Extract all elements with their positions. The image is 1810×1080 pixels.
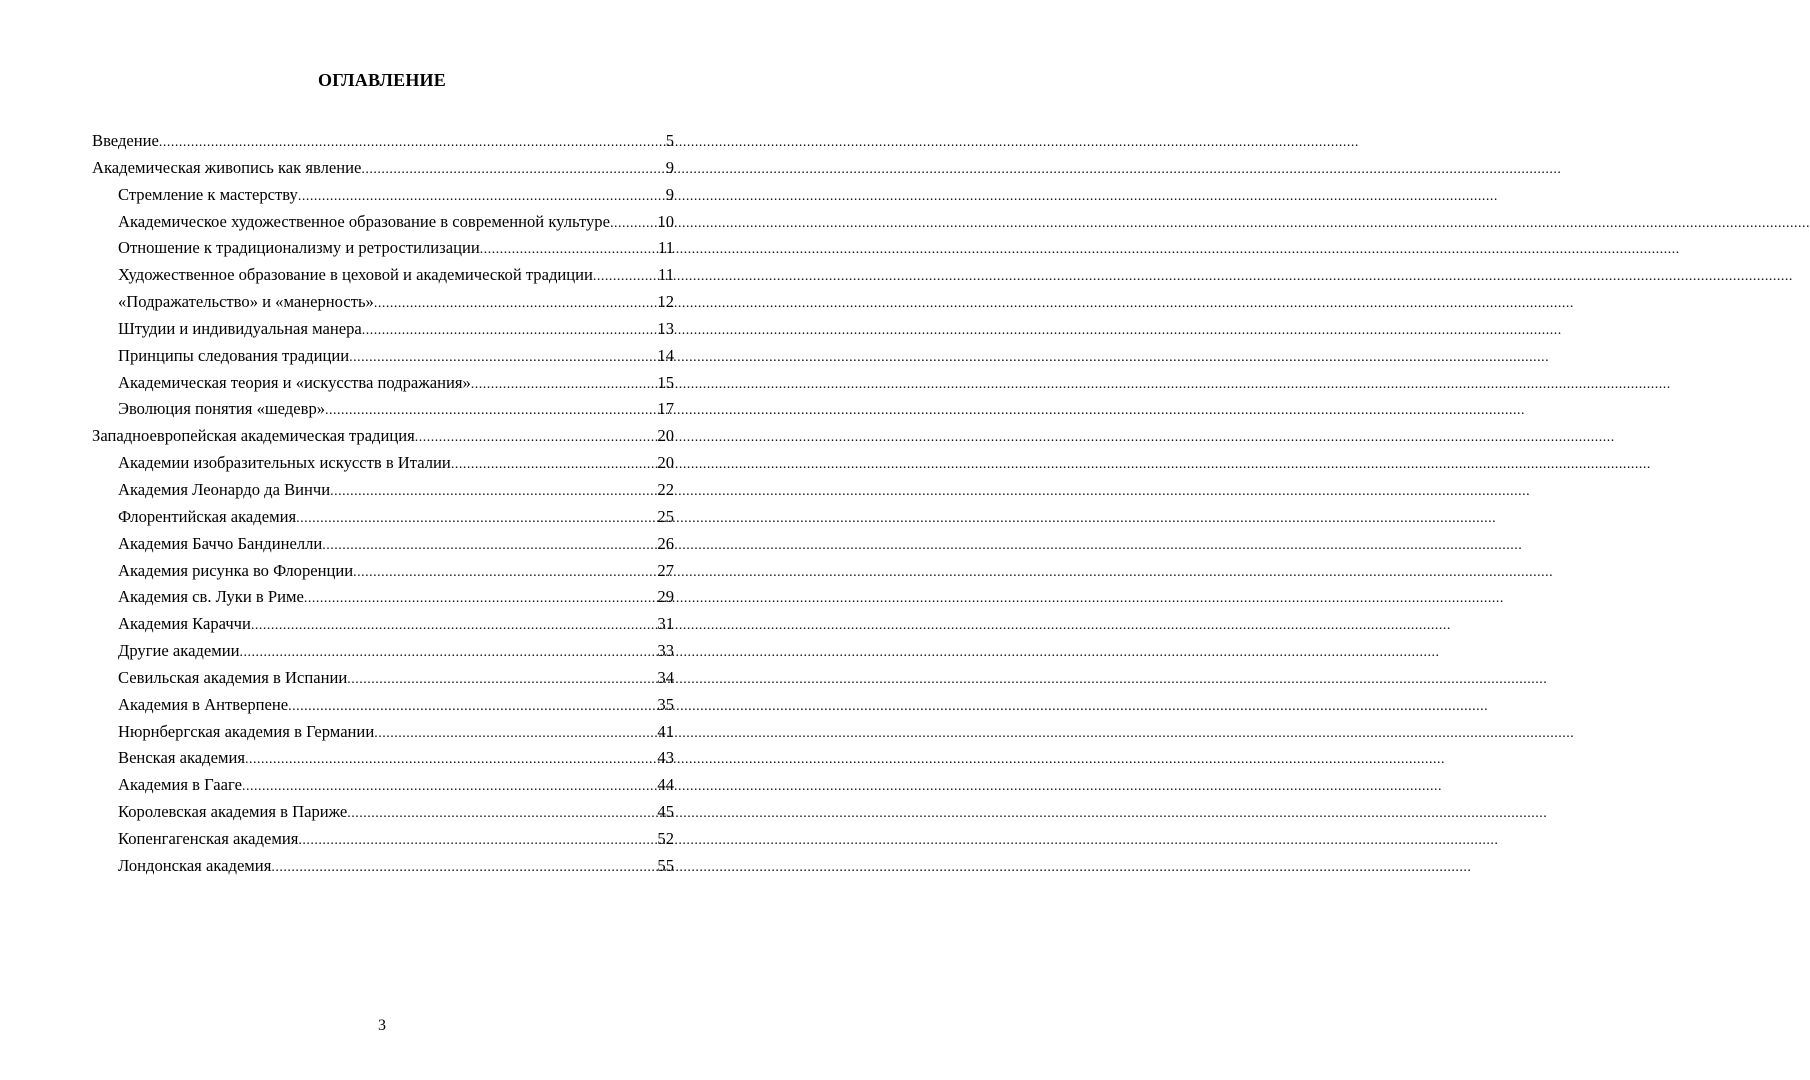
toc-entry-label: Венская академия (118, 748, 245, 768)
toc-dot-leader (361, 157, 665, 184)
toc-entry[interactable] (92, 531, 674, 558)
toc-dot-leader (240, 640, 658, 667)
toc-entry-page: 9 (665, 184, 674, 204)
toc-entry-page: 15 (657, 372, 674, 392)
toc-entry-label: Академии изобразительных искусств в Италии (118, 453, 451, 473)
toc-entry-page: 20 (657, 426, 674, 446)
toc-entry-page: 11 (658, 265, 674, 285)
toc-entry[interactable] (92, 719, 674, 746)
toc-entry-label: Штудии и индивидуальная манера (118, 318, 362, 338)
toc-entry-page: 26 (657, 533, 674, 553)
toc-entry-label: «Подражательство» и «манерность» (118, 292, 374, 312)
toc-entry-label: Академия в Гааге (118, 775, 242, 795)
toc-dot-leader (296, 506, 657, 533)
toc-entry-label: Другие академии (118, 641, 240, 661)
toc-dot-leader (374, 721, 657, 748)
toc-dot-leader (159, 130, 666, 157)
toc-entry-label: Королевская академия в Париже (118, 802, 348, 822)
toc-entry-page: 35 (657, 694, 674, 714)
toc-entry-label: Академия св. Луки в Риме (118, 587, 304, 607)
toc-entry[interactable] (92, 343, 674, 370)
toc-entry[interactable] (92, 423, 674, 450)
toc-entry[interactable] (92, 262, 674, 289)
toc-entry[interactable] (92, 772, 674, 799)
toc-dot-leader (349, 345, 657, 372)
toc-entry-label: Академия Баччо Бандинелли (118, 533, 323, 553)
toc-dot-leader (271, 855, 657, 882)
toc-dot-leader (298, 184, 666, 211)
toc-entry[interactable] (92, 450, 674, 477)
toc-dot-leader (322, 533, 657, 560)
toc-entry-page: 12 (657, 292, 674, 312)
toc-entry-page: 14 (657, 345, 674, 365)
toc-entry[interactable] (92, 209, 674, 236)
toc-entry[interactable] (92, 504, 674, 531)
toc-entry-page: 27 (657, 560, 674, 580)
toc-entry-label: Введение (92, 131, 159, 150)
toc-entry[interactable] (92, 477, 674, 504)
toc-entry-label: Западноевропейская академическая традиция (92, 426, 415, 446)
toc-entry-label: Художественное образование в цеховой и академической традиции (118, 265, 593, 285)
toc-entry-page: 22 (657, 479, 674, 499)
toc-entry[interactable] (92, 155, 674, 182)
toc-entry-page: 33 (657, 641, 674, 661)
toc-entry-page: 34 (657, 667, 674, 687)
toc-entry-label: Флорентийская академия (118, 506, 297, 526)
toc-entry-page: 43 (657, 748, 674, 768)
toc-dot-leader (245, 747, 657, 774)
toc-entry-page: 44 (657, 775, 674, 795)
toc-entry-label: Академия Караччи (118, 614, 251, 634)
toc-dot-leader (362, 318, 658, 345)
toc-entry[interactable] (92, 396, 674, 423)
toc-entry-label: Академическая живопись как явление (92, 157, 362, 177)
toc-entry[interactable] (92, 826, 674, 853)
toc-entry[interactable] (92, 665, 674, 692)
toc-entry[interactable] (92, 558, 674, 585)
toc-dot-leader (353, 560, 657, 587)
toc-dot-leader (347, 667, 657, 694)
page-title: ОГЛАВЛЕНИЕ (318, 70, 446, 90)
toc-entry[interactable] (92, 799, 674, 826)
table-of-contents (92, 128, 674, 880)
toc-dot-leader (471, 372, 658, 399)
toc-entry-page: 45 (657, 802, 674, 822)
toc-entry-page: 52 (657, 828, 674, 848)
page-number: 3 (378, 1017, 386, 1034)
toc-entry-page: 17 (657, 399, 674, 419)
toc-dot-leader (593, 264, 658, 291)
toc-entry[interactable] (92, 584, 674, 611)
toc-dot-leader (330, 479, 657, 506)
toc-entry[interactable] (92, 370, 674, 397)
toc-entry[interactable] (92, 853, 674, 880)
toc-entry[interactable] (92, 745, 674, 772)
toc-entry-page: 10 (657, 211, 674, 231)
toc-entry-label: Академия рисунка во Флоренции (118, 560, 354, 580)
toc-entry[interactable] (92, 611, 674, 638)
toc-entry-label: Стремление к мастерству (118, 184, 298, 204)
toc-entry-label: Севильская академия в Испании (118, 667, 348, 687)
toc-entry-label: Отношение к традиционализму и ретростилизации (118, 238, 480, 258)
toc-entry[interactable] (92, 128, 674, 155)
toc-entry-page: 5 (665, 131, 674, 150)
toc-entry-page: 25 (657, 506, 674, 526)
toc-entry-page: 55 (657, 855, 674, 875)
toc-dot-leader (610, 211, 657, 238)
toc-entry[interactable] (92, 182, 674, 209)
toc-dot-leader (374, 291, 658, 318)
toc-entry-page: 11 (658, 238, 674, 258)
toc-entry-label: Эволюция понятия «шедевр» (118, 399, 326, 419)
toc-dot-leader (251, 613, 657, 640)
toc-entry-label: Академия в Антверпене (118, 694, 289, 714)
toc-entry[interactable] (92, 235, 674, 262)
toc-entry-page: 31 (657, 614, 674, 634)
toc-entry-label: Академическая теория и «искусства подражания» (118, 372, 471, 392)
toc-entry-label: Копенгагенская академия (118, 828, 299, 848)
toc-entry-label: Академия Леонардо да Винчи (118, 479, 331, 499)
toc-dot-leader (480, 237, 658, 264)
toc-entry[interactable] (92, 316, 674, 343)
toc-entry[interactable] (92, 289, 674, 316)
toc-entry[interactable] (92, 638, 674, 665)
toc-entry-page: 41 (657, 721, 674, 741)
toc-entry-page: 13 (657, 318, 674, 338)
toc-dot-leader (298, 828, 657, 855)
toc-entry-page: 9 (665, 157, 674, 177)
toc-dot-leader (325, 398, 657, 425)
toc-entry-label: Академическое художественное образование в современной культуре (118, 211, 610, 231)
toc-dot-leader (304, 586, 658, 613)
toc-dot-leader (288, 694, 657, 721)
toc-entry-page: 29 (657, 587, 674, 607)
toc-dot-leader (347, 801, 657, 828)
toc-entry[interactable] (92, 692, 674, 719)
toc-dot-leader (451, 452, 658, 479)
toc-entry-label: Лондонская академия (118, 855, 272, 875)
toc-dot-leader (242, 774, 657, 801)
toc-dot-leader (415, 425, 658, 452)
toc-entry-page: 20 (657, 453, 674, 473)
toc-entry-label: Принципы следования традиции (118, 345, 350, 365)
toc-entry-label: Нюрнбергская академия в Германии (118, 721, 375, 741)
